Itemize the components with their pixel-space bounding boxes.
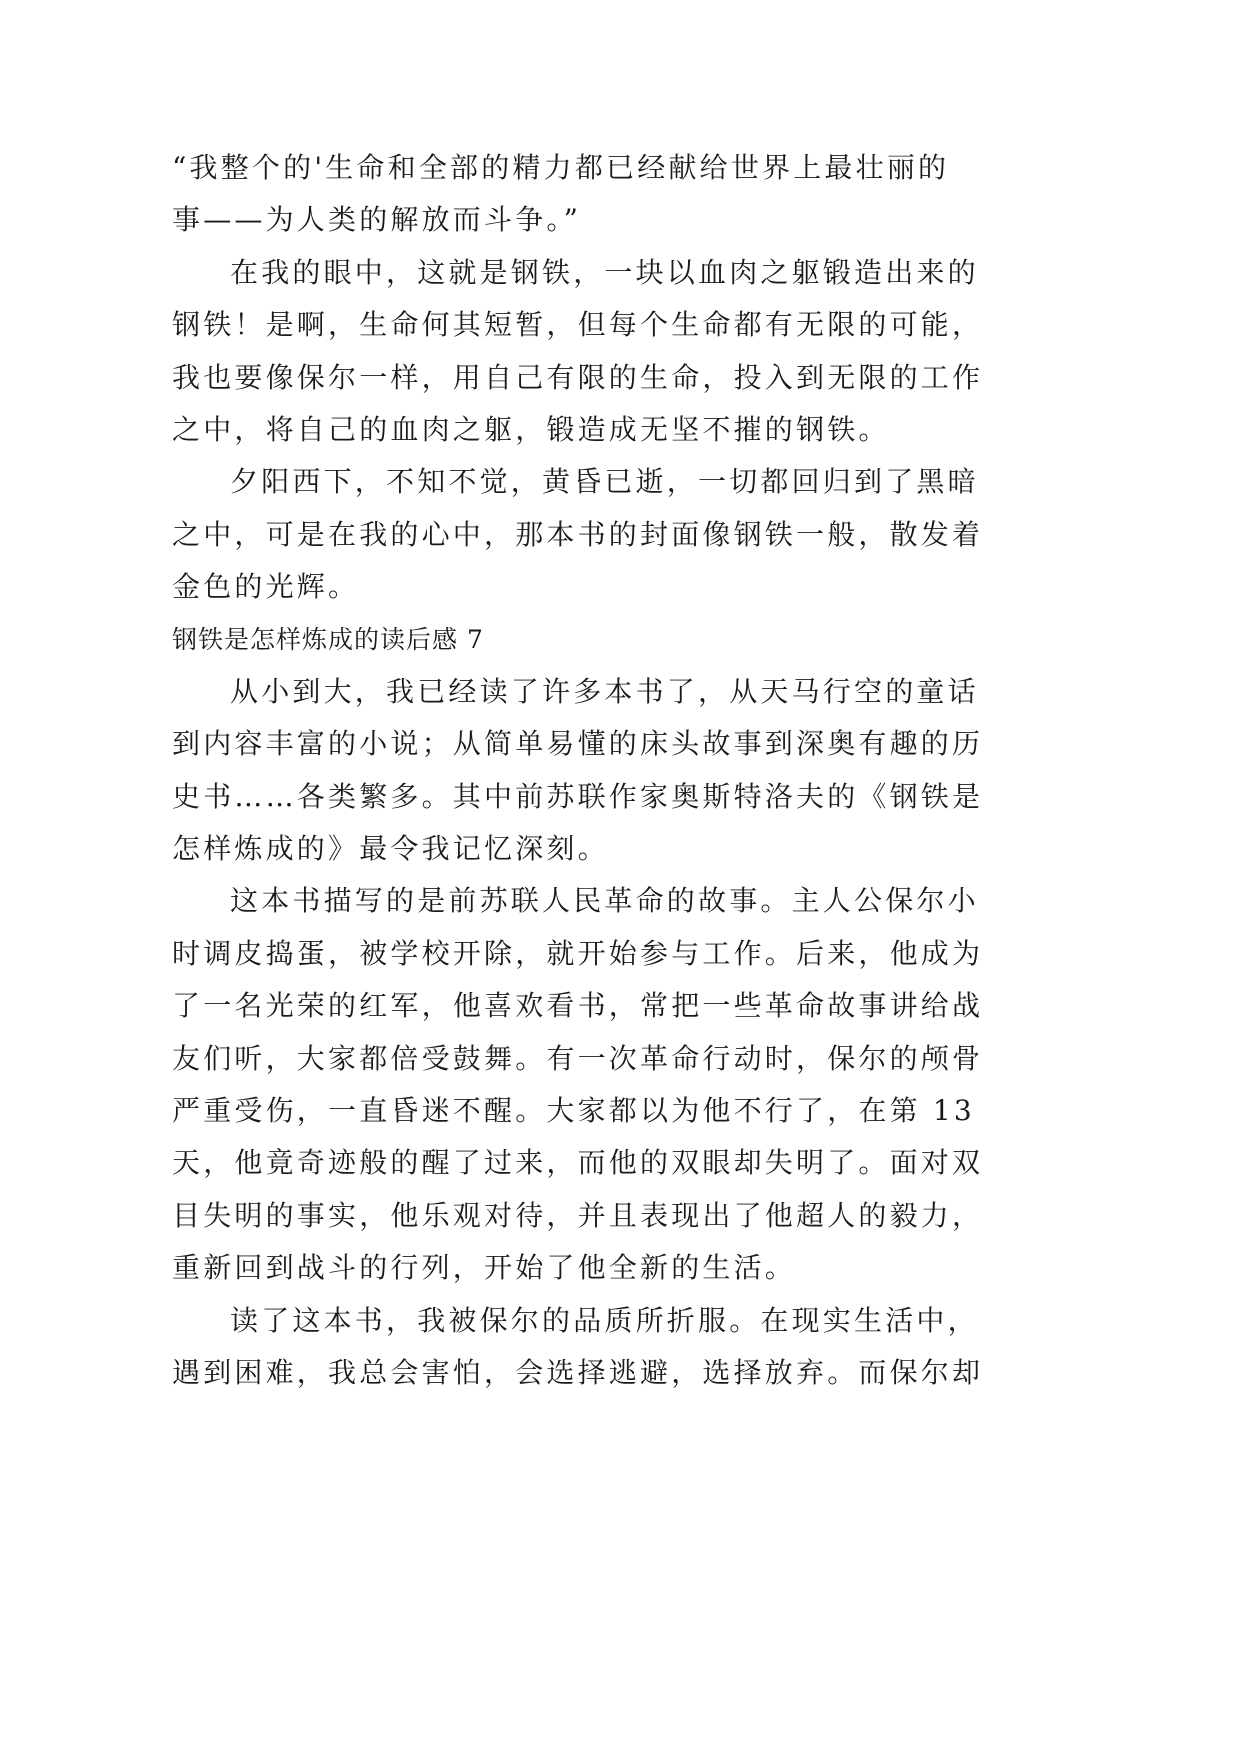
text-line: 从小到大，我已经读了许多本书了，从天马行空的童话 bbox=[230, 674, 979, 708]
text-line: 到内容丰富的小说；从简单易懂的床头故事到深奥有趣的历 bbox=[172, 727, 984, 761]
text-line: 事——为人类的解放而斗争。” bbox=[172, 203, 582, 237]
text-line: 目失明的事实，他乐观对待，并且表现出了他超人的毅力， bbox=[172, 1198, 984, 1232]
text-line: “我整个的'生命和全部的精力都已经献给世界上最壮丽的 bbox=[172, 151, 950, 184]
text-line: 怎样炼成的》最令我记忆深刻。 bbox=[172, 832, 609, 866]
text-line: 金色的光辉。 bbox=[172, 570, 360, 604]
section-heading: 钢铁是怎样炼成的读后感 7 bbox=[172, 624, 484, 654]
text-line: 了一名光荣的红军，他喜欢看书，常把一些革命故事讲给战 bbox=[172, 989, 984, 1023]
text-line: 时调皮捣蛋，被学校开除，就开始参与工作。后来，他成为 bbox=[172, 936, 984, 970]
text-line: 遇到困难，我总会害怕，会选择逃避，选择放弃。而保尔却 bbox=[172, 1355, 984, 1389]
text-line: 友们听，大家都倍受鼓舞。有一次革命行动时，保尔的颅骨 bbox=[172, 1041, 984, 1075]
text-line: 我也要像保尔一样，用自己有限的生命，投入到无限的工作 bbox=[172, 360, 984, 394]
text-line: 之中，可是在我的心中，那本书的封面像钢铁一般，散发着 bbox=[172, 517, 984, 551]
text-line: 重新回到战斗的行列，开始了他全新的生活。 bbox=[172, 1251, 797, 1285]
text-line: 之中，将自己的血肉之躯，锻造成无坚不摧的钢铁。 bbox=[172, 412, 890, 446]
text-line: 史书……各类繁多。其中前苏联作家奥斯特洛夫的《钢铁是 bbox=[172, 779, 984, 813]
text-line: 在我的眼中，这就是钢铁，一块以血肉之躯锻造出来的 bbox=[230, 255, 979, 289]
text-line: 读了这本书，我被保尔的品质所折服。在现实生活中， bbox=[230, 1303, 979, 1337]
text-line: 夕阳西下，不知不觉，黄昏已逝，一切都回归到了黑暗 bbox=[230, 465, 979, 499]
body-text bbox=[172, 142, 984, 1399]
text-line: 天，他竟奇迹般的醒了过来，而他的双眼却失明了。面对双 bbox=[172, 1146, 984, 1180]
text-line: 严重受伤，一直昏迷不醒。大家都以为他不行了，在第 13 bbox=[172, 1094, 975, 1128]
text-line: 这本书描写的是前苏联人民革命的故事。主人公保尔小 bbox=[230, 884, 979, 918]
text-line: 钢铁！是啊，生命何其短暂，但每个生命都有无限的可能， bbox=[172, 308, 984, 342]
